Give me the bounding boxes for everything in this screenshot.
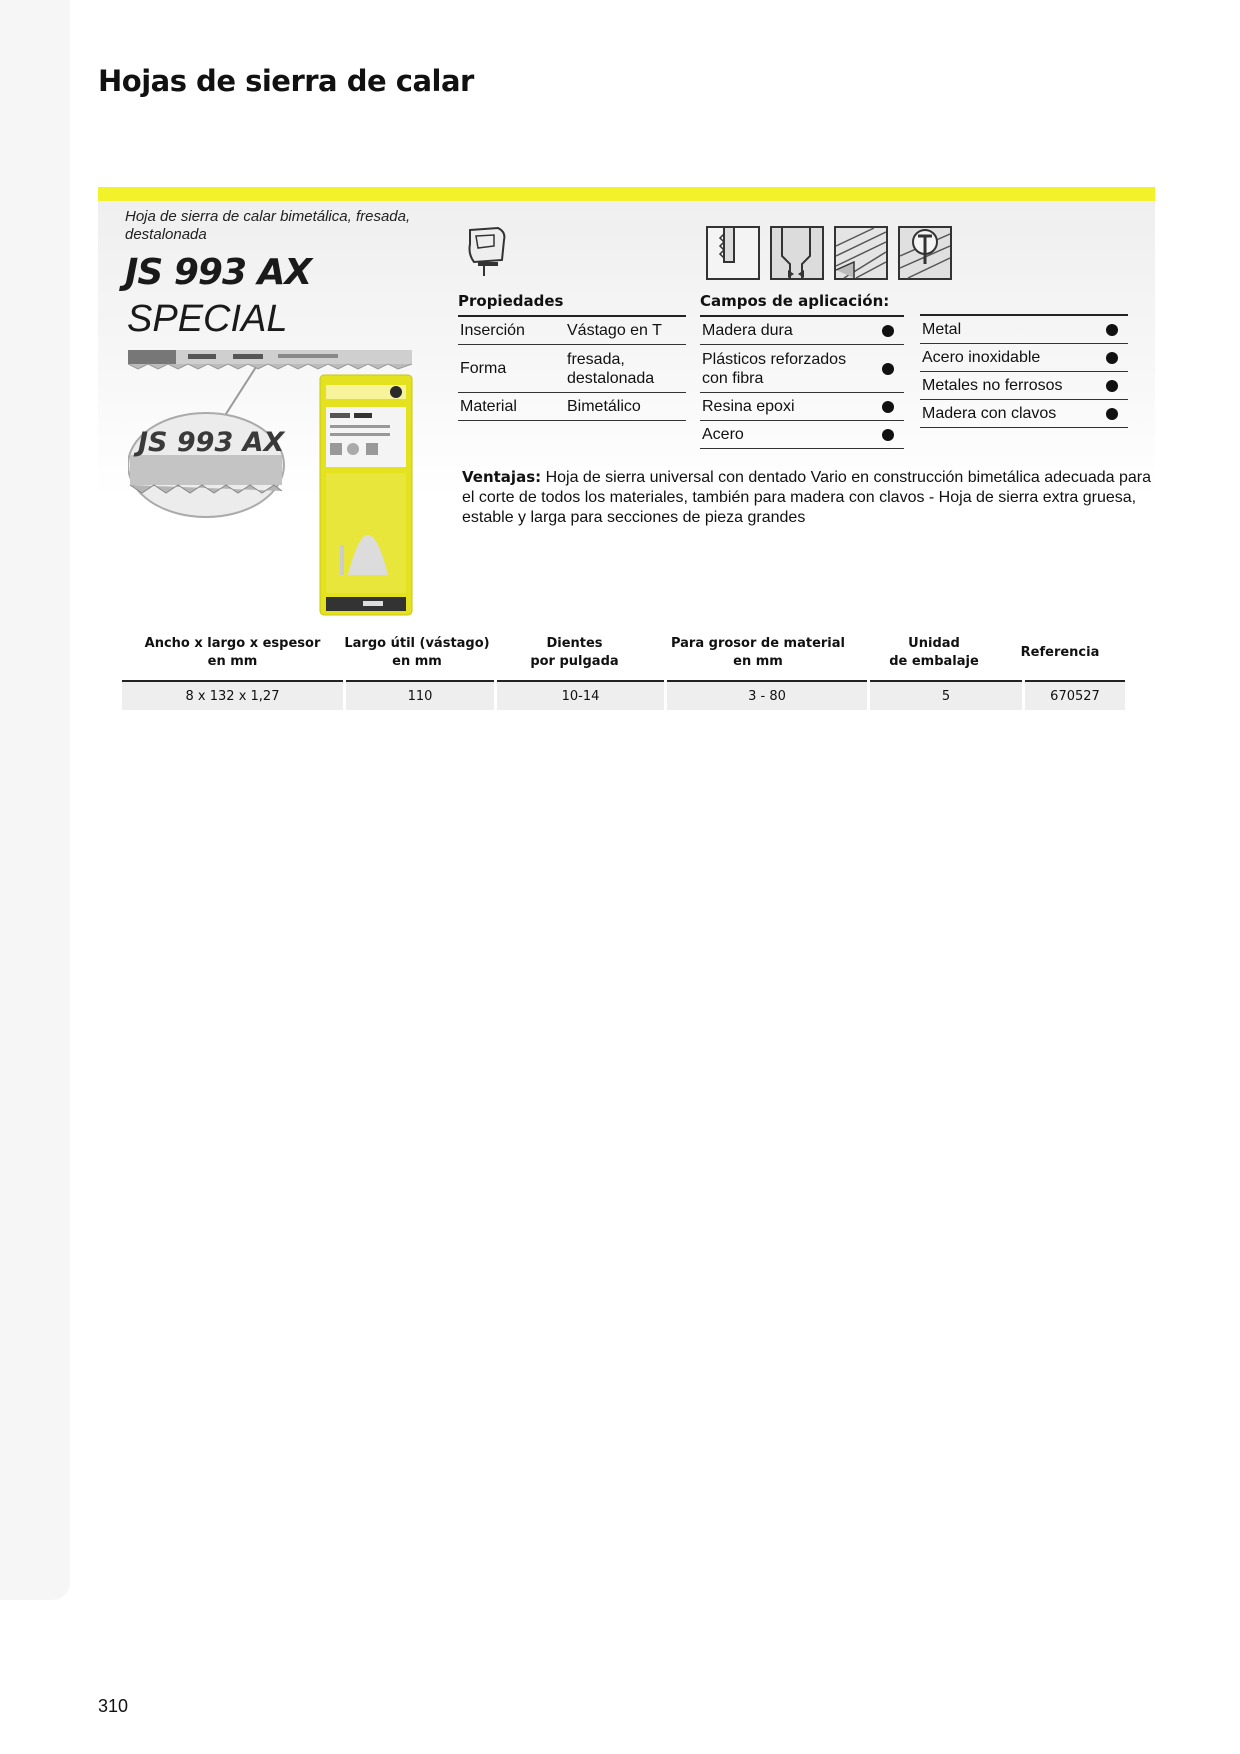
property-label: Forma: [460, 359, 507, 377]
application-row: [920, 400, 1128, 428]
spec-table: [122, 632, 1125, 710]
table-cell: 670527: [1025, 680, 1125, 710]
application-label: Acero: [702, 426, 744, 443]
property-value: Bimetálico: [567, 398, 641, 415]
table-cell: 8 x 132 x 1,27: [122, 680, 343, 710]
bullet-dot: [1106, 324, 1118, 336]
property-row: [458, 393, 686, 421]
application-label: Acero inoxidable: [922, 349, 1041, 366]
column-header: Ancho x largo x espesor en mm: [144, 636, 321, 669]
property-row: [458, 317, 686, 345]
bullet-dot: [1106, 380, 1118, 392]
application-label: Metal: [922, 321, 962, 338]
properties-heading: Propiedades: [458, 292, 686, 317]
property-label: Material: [460, 397, 517, 415]
advantages-text: [462, 467, 1152, 528]
application-icons: [706, 226, 952, 280]
application-label: Metales no ferrosos: [922, 377, 1063, 394]
wood-grain-icon: [834, 226, 888, 280]
bullet-dot: [882, 325, 894, 337]
application-label: Madera dura: [702, 322, 793, 339]
application-row: [700, 421, 904, 449]
property-value: Vástago en T: [567, 322, 662, 339]
property-row: [458, 345, 686, 393]
product-model: JS 993 AX: [125, 252, 312, 293]
application-row: [700, 393, 904, 421]
application-row: [920, 316, 1128, 344]
application-row: [700, 317, 904, 345]
bullet-dot: [1106, 408, 1118, 420]
applications-table-2: [920, 314, 1128, 428]
bullet-dot: [882, 363, 894, 375]
application-row: [920, 372, 1128, 400]
bullet-dot: [882, 401, 894, 413]
table-row: [122, 680, 1125, 710]
advantages-label: Ventajas:: [462, 468, 542, 486]
application-label: Resina epoxi: [702, 398, 795, 415]
application-label: Plásticos reforzados con fibra: [702, 350, 847, 387]
jigsaw-icon: [464, 224, 510, 278]
magnifier-lens: [128, 413, 286, 517]
properties-table: [458, 292, 686, 421]
lens-label: JS 993 AX: [138, 427, 285, 458]
table-cell: 3 - 80: [667, 680, 867, 710]
product-subtitle: Hoja de sierra de calar bimetálica, fresada, destalonada: [125, 208, 411, 243]
package-image: [320, 375, 412, 615]
property-label: Inserción: [460, 321, 525, 339]
advantages-body: Hoja de sierra universal con dentado Vario en construcción bimetálica adecuada para el corte de todos los materiales, también para madera con clavos - Hoja de sierra extra gruesa, estable y larga para secciones de pieza grandes: [462, 469, 1151, 526]
bullet-dot: [882, 429, 894, 441]
nail-wood-icon: [898, 226, 952, 280]
applications-table: [700, 292, 904, 449]
table-cell: 110: [346, 680, 494, 710]
page-number: 310: [98, 1696, 129, 1716]
saw-blade-image: [128, 350, 412, 369]
bullet-dot: [1106, 352, 1118, 364]
applications-heading: Campos de aplicación:: [700, 292, 904, 317]
application-label: Madera con clavos: [922, 405, 1057, 422]
accent-bar: [98, 187, 1155, 201]
property-value: fresada, destalonada: [567, 350, 655, 387]
application-row: [700, 345, 904, 393]
column-header: Referencia: [1020, 645, 1100, 660]
column-header: Dientes por pulgada: [530, 636, 619, 669]
page-title: Hojas de sierra de calar: [98, 64, 474, 98]
column-header: Para grosor de material en mm: [670, 636, 845, 669]
straight-cut-icon: [706, 226, 760, 280]
curve-cut-icon: [770, 226, 824, 280]
product-image: [128, 345, 428, 625]
column-header: Unidad de embalaje: [889, 636, 979, 669]
table-cell: 10-14: [497, 680, 664, 710]
spec-table-header: [122, 632, 1125, 674]
page-sidebar: [0, 0, 70, 1600]
application-row: [920, 344, 1128, 372]
column-header: Largo útil (vástago) en mm: [344, 636, 490, 669]
table-cell: 5: [870, 680, 1022, 710]
product-line: SPECIAL: [127, 298, 288, 340]
